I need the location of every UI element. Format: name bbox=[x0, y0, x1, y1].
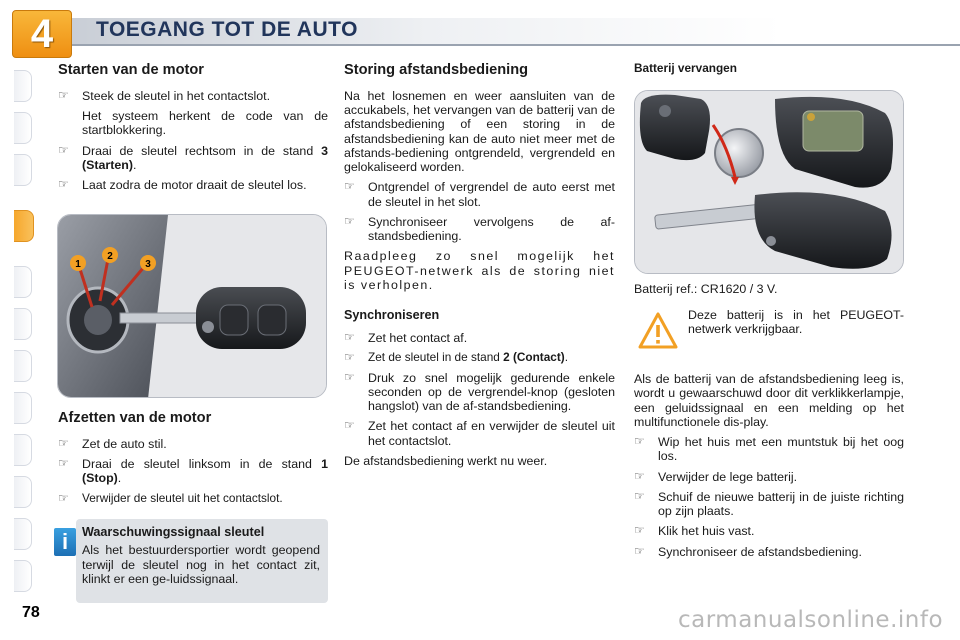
closing-text: De afstandsbediening werkt nu weer. bbox=[344, 453, 548, 468]
list-item-text: Druk zo snel mogelijk gedurende enkele seconden op de vergrendel-knop (gesloten hangslot) van de af-standsbediening. bbox=[368, 370, 615, 414]
section-heading: Storing afstandsbediening bbox=[344, 62, 529, 78]
list-item-text: Wip het huis met een muntstuk bij het oog los. bbox=[658, 435, 904, 464]
position-label: 1 bbox=[75, 259, 81, 270]
note-text: Als het bestuurdersportier wordt geopend terwijl de sleutel nog in het contact zit, klinkt er een ge-luidssignaal. bbox=[82, 543, 320, 586]
list-item-text: Zet de sleutel in de stand bbox=[368, 349, 504, 364]
warning-triangle-icon bbox=[638, 312, 678, 350]
pointing-hand-icon: ☞ bbox=[634, 523, 645, 538]
side-tab[interactable] bbox=[14, 518, 32, 550]
key-position-label: 3 (Starten) bbox=[82, 143, 328, 172]
key-position-label: 2 (Contact) bbox=[503, 349, 565, 364]
side-tab[interactable] bbox=[14, 70, 32, 102]
consult-text: Raadpleeg zo snel mogelijk het PEUGEOT-netwerk als de storing niet is verholpen. bbox=[344, 249, 615, 292]
position-label: 2 bbox=[107, 251, 113, 262]
list-item-text: Zet het contact af. bbox=[368, 330, 468, 345]
pointing-hand-icon: ☞ bbox=[58, 490, 69, 505]
pointing-hand-icon: ☞ bbox=[58, 87, 69, 102]
intro-text: Na het losnemen en weer aansluiten van de accukabels, het vervangen van de batterij van de afstandsbediening of een storing in de afstandsbediening kan de auto niet meer met de afstands-bediening ontgrendeld, vergrendeld en gelokaliseerd worden. bbox=[344, 88, 615, 175]
list-item-text: Synchroniseer vervolgens de af-standsbediening. bbox=[368, 214, 615, 244]
battery-replacement-illustration bbox=[634, 90, 904, 274]
position-label: 3 bbox=[145, 259, 151, 270]
key-warning-note bbox=[76, 519, 328, 603]
list-item bbox=[58, 89, 328, 103]
list-item-text: Draai de sleutel rechtsom in de stand bbox=[82, 143, 322, 158]
list-item-text: Steek de sleutel in het contactslot. bbox=[82, 88, 271, 103]
list-item-note: Het systeem herkent de code van de startblokkering. bbox=[82, 109, 328, 138]
list-item-text: Ontgrendel of vergrendel de auto eerst met de sleutel in het slot. bbox=[368, 180, 615, 209]
chapter-side-tabs bbox=[0, 60, 34, 590]
list-item bbox=[344, 371, 615, 414]
pointing-hand-icon: ☞ bbox=[634, 543, 645, 558]
pointing-hand-icon: ☞ bbox=[634, 434, 645, 449]
chapter-number: 4 bbox=[30, 12, 54, 56]
list-item bbox=[344, 215, 615, 244]
pointing-hand-icon: ☞ bbox=[344, 329, 355, 344]
section-heading: Batterij vervangen bbox=[634, 61, 737, 75]
open-key-fob-drawing bbox=[635, 91, 904, 274]
section-battery-heading bbox=[634, 62, 904, 84]
list-item bbox=[58, 457, 328, 486]
list-item bbox=[58, 492, 328, 506]
list-item-text: Schuif de nieuwe batterij in de juiste richting op zijn plaats. bbox=[658, 489, 904, 519]
pointing-hand-icon: ☞ bbox=[344, 213, 355, 228]
side-tab[interactable] bbox=[14, 266, 32, 298]
section-stopping bbox=[58, 410, 328, 511]
section-heading: Afzetten van de motor bbox=[58, 410, 212, 426]
list-item-text: Zet de auto stil. bbox=[82, 436, 167, 451]
section-battery-replacement bbox=[634, 372, 904, 565]
section-heading: Starten van de motor bbox=[58, 62, 204, 78]
punctuation: . bbox=[132, 157, 137, 172]
side-tab[interactable] bbox=[14, 560, 32, 592]
punctuation: . bbox=[117, 471, 122, 486]
list-item bbox=[58, 178, 328, 192]
list-item bbox=[344, 419, 615, 448]
pointing-hand-icon: ☞ bbox=[634, 488, 645, 503]
pointing-hand-icon: ☞ bbox=[58, 177, 69, 192]
pointing-hand-icon: ☞ bbox=[58, 142, 69, 157]
side-tab[interactable] bbox=[14, 434, 32, 466]
list-item bbox=[634, 435, 904, 464]
pointing-hand-icon: ☞ bbox=[58, 456, 69, 471]
side-tab[interactable] bbox=[14, 476, 32, 508]
list-item bbox=[58, 437, 328, 451]
list-item-text: Laat zodra de motor draait de sleutel los. bbox=[82, 178, 307, 193]
section-remote-fault bbox=[344, 62, 615, 474]
list-item-text: Klik het huis vast. bbox=[658, 524, 755, 539]
ignition-key-drawing bbox=[58, 215, 327, 398]
list-item bbox=[634, 524, 904, 538]
pointing-hand-icon: ☞ bbox=[344, 369, 355, 384]
key-position-label: 1 (Stop) bbox=[82, 457, 328, 486]
list-item-text: Verwijder de lege batterij. bbox=[658, 469, 798, 484]
low-battery-text: Als de batterij van de afstandsbediening leeg is, wordt u gewaarschuwd door dit verklikkerlampje, een geluidssignaal en een melding op het multifunctionele dis-play. bbox=[634, 372, 904, 429]
side-tab[interactable] bbox=[14, 112, 32, 144]
battery-ref-text: Batterij ref.: CR1620 / 3 V. bbox=[634, 282, 778, 296]
list-item-text: Draai de sleutel linksom in de stand bbox=[82, 457, 322, 472]
page-number: 78 bbox=[22, 604, 40, 621]
page-title: TOEGANG TOT DE AUTO bbox=[96, 18, 358, 41]
side-tab[interactable] bbox=[14, 154, 32, 186]
header-rule bbox=[72, 44, 960, 46]
list-item bbox=[634, 545, 904, 559]
list-item bbox=[58, 144, 328, 173]
ignition-key-illustration bbox=[57, 214, 327, 398]
list-item bbox=[344, 180, 615, 209]
pointing-hand-icon: ☞ bbox=[634, 468, 645, 483]
list-item-text: Verwijder de sleutel uit het contactslot. bbox=[82, 490, 283, 505]
page-header bbox=[0, 0, 960, 58]
list-item bbox=[344, 351, 615, 365]
list-item bbox=[344, 331, 615, 345]
pointing-hand-icon: ☞ bbox=[344, 418, 355, 433]
side-tab[interactable] bbox=[14, 350, 32, 382]
pointing-hand-icon: ☞ bbox=[344, 349, 355, 364]
note-title: Waarschuwingssignaal sleutel bbox=[82, 525, 265, 539]
list-item-text: Zet het contact af en verwijder de sleutel uit het contactslot. bbox=[368, 419, 615, 448]
watermark: carmanualsonline.info bbox=[678, 607, 944, 633]
list-item bbox=[634, 490, 904, 519]
list-item bbox=[634, 470, 904, 484]
punctuation: . bbox=[564, 349, 568, 364]
pointing-hand-icon: ☞ bbox=[58, 435, 69, 450]
subsection-heading: Synchroniseren bbox=[344, 308, 440, 323]
pointing-hand-icon: ☞ bbox=[344, 179, 355, 194]
side-tab-active[interactable] bbox=[14, 210, 34, 242]
side-tab[interactable] bbox=[14, 392, 32, 424]
info-icon: i bbox=[54, 528, 76, 556]
side-tab[interactable] bbox=[14, 308, 32, 340]
section-starting bbox=[58, 62, 328, 198]
warning-text: Deze batterij is in het PEUGEOT-netwerk verkrijgbaar. bbox=[688, 308, 904, 337]
battery-reference bbox=[634, 282, 904, 302]
list-item-text: Synchroniseer de afstandsbediening. bbox=[658, 544, 862, 559]
